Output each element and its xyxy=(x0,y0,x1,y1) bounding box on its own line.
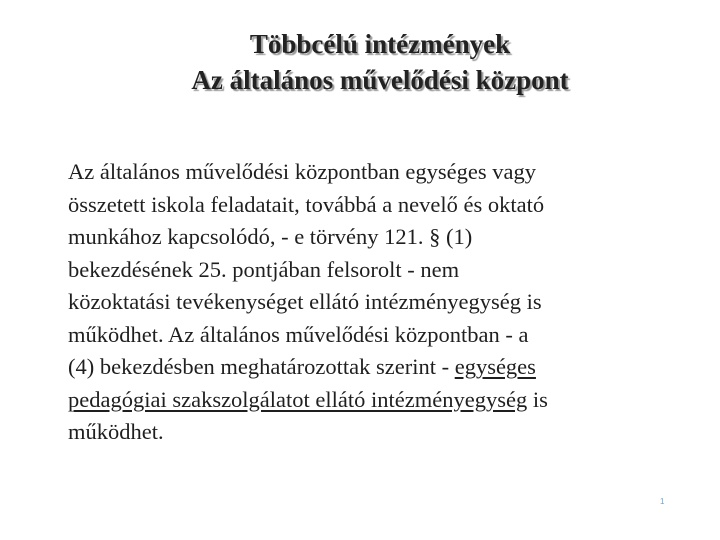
body-line: Az általános művelődési központban egységes vagy xyxy=(68,159,536,184)
body-line-8-suffix: is xyxy=(527,386,548,412)
underlined-term: pedagógiai szakszolgálatot ellátó intézményegység xyxy=(68,386,528,412)
title-line-2: Az általános művelődési központ xyxy=(191,65,569,95)
body-line: közoktatási tevékenységet ellátó intézményegység is xyxy=(68,289,542,314)
body-line xyxy=(68,351,680,384)
body-line: munkához kapcsolódó, - e törvény 121. § (1) xyxy=(68,224,473,249)
body-line: összetett iskola feladatait, továbbá a nevelő és oktató xyxy=(68,191,545,217)
body-paragraph xyxy=(68,156,680,449)
slide-number: 1 xyxy=(660,497,665,506)
body-line xyxy=(68,384,680,417)
title-line-1: Többcélú intézmények xyxy=(249,29,511,59)
body-line: működhet. Az általános művelődési központban - a xyxy=(68,321,529,347)
body-line-7-prefix: (4) bekezdésben meghatározottak szerint - xyxy=(68,354,455,379)
body-line: működhet. xyxy=(68,419,164,444)
body-line: bekezdésének 25. pontjában felsorolt - nem xyxy=(68,256,460,282)
underlined-term: egységes xyxy=(454,354,536,379)
slide-title xyxy=(60,26,700,98)
